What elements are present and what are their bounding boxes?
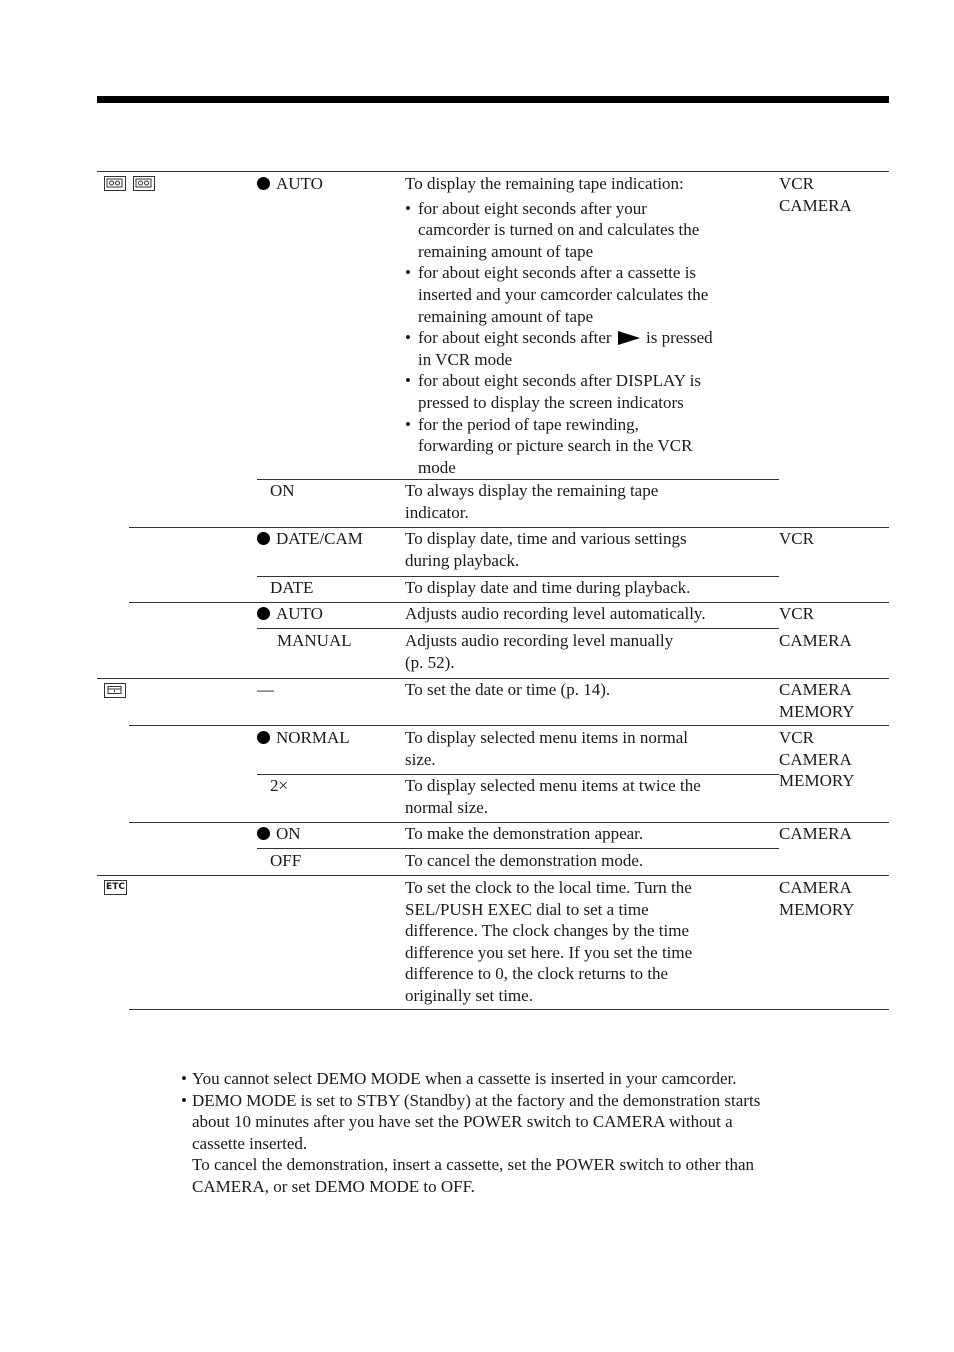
clock-set-description: To set the date or time (p. 14). [405,680,611,699]
note-item: • You cannot select DEMO MODE when a cassette is inserted in your camcorder. [181,1069,737,1088]
setting-2x: 2× [270,776,289,795]
world-time-description: To set the clock to the local time. Turn the SEL/PUSH EXEC dial to set a time difference. The clock changes by the time difference you set here. If you set the time difference to 0, the clock returns to the originally set time. [405,878,693,1005]
setting-none: — [257,680,274,699]
header-rule [97,96,889,103]
tape-auto-description: To display the remaining tape indication: • for about eight seconds after your camcorder is turned on and calculates the remaining amount of tape • for about eight seconds after a cassette is inserted and your camcorder calculates the remaining amount of tape • for about eight seconds after is pressed in VCR mode • for about eight seconds after DISPLAY is pressed to display the screen indicators • for the period of tape rewinding, forwarding or picture search in the VCR mode [405,174,713,477]
mode-label: CAMERA [779,631,852,650]
audio-manual-description: Adjusts audio recording level manually (p. 52). [405,631,674,672]
mode-list: CAMERA MEMORY [779,680,855,721]
mode-label: CAMERA [779,824,852,843]
bullet-item: • for the period of tape rewinding, [405,414,639,434]
row-divider [97,875,889,876]
setting-manual: MANUAL [277,631,352,650]
play-icon [618,331,640,345]
audio-auto-description: Adjusts audio recording level automatically. [405,604,706,623]
setting-off: OFF [270,851,302,870]
datecam-description: To display date, time and various settings during playback. [405,529,687,570]
demo-on-description: To make the demonstration appear. [405,824,644,843]
default-marker-icon [257,827,270,840]
cassette-tape-icon [133,176,155,191]
row-divider [257,628,779,629]
default-marker-icon [257,607,270,620]
date-description: To display date and time during playback. [405,578,691,597]
bullet-item: • for about eight seconds after your [405,198,647,218]
default-marker-icon [257,177,270,190]
mode-list: CAMERA MEMORY [779,878,855,919]
setting-auto-default: AUTO [257,603,323,625]
row-divider [257,848,779,849]
mode-label: VCR [779,604,814,623]
normal-description: To display selected menu items in normal size. [405,728,689,769]
description-text: To display the remaining tape indication: [405,174,684,193]
table-bottom-rule [129,1009,889,1010]
tape-on-description: To always display the remaining tape indicator. [405,481,659,522]
bullet-item: • for about eight seconds after DISPLAY is [405,371,701,391]
etc-icon: ETC [104,880,127,895]
setting-normal-default: NORMAL [257,727,350,749]
setting-auto-default: AUTO [257,173,323,195]
notes-list [181,1068,760,1198]
cassette-tape-icon [104,176,126,191]
default-marker-icon [257,532,270,545]
setting-on: ON [270,481,295,500]
bullet-item: • for about eight seconds after is pressed [405,328,713,348]
default-marker-icon [257,731,270,744]
setting-datecam-default: DATE/CAM [257,528,363,550]
setting-on-default: ON [257,823,301,845]
mode-list: VCR [779,529,814,548]
bullet-item: • for about eight seconds after a cassette is [405,263,697,283]
mode-list: VCR CAMERA [779,174,852,215]
x2-description: To display selected menu items at twice the normal size. [405,776,701,817]
mode-list: VCR CAMERA MEMORY [779,728,855,791]
note-item: • DEMO MODE is set to STBY (Standby) at the factory and the demonstration starts about 10 minutes after you have set the POWER switch to CAMERA without a cassette inserted. To cancel the demonstration, insert a cassette, set the POWER switch to other than CAMERA, or set DEMO MODE to OFF. [181,1090,761,1196]
calendar-clock-icon [104,683,126,698]
table-top-rule [97,171,889,172]
demo-off-description: To cancel the demonstration mode. [405,851,644,870]
setting-date: DATE [270,578,314,597]
row-divider [129,725,889,726]
